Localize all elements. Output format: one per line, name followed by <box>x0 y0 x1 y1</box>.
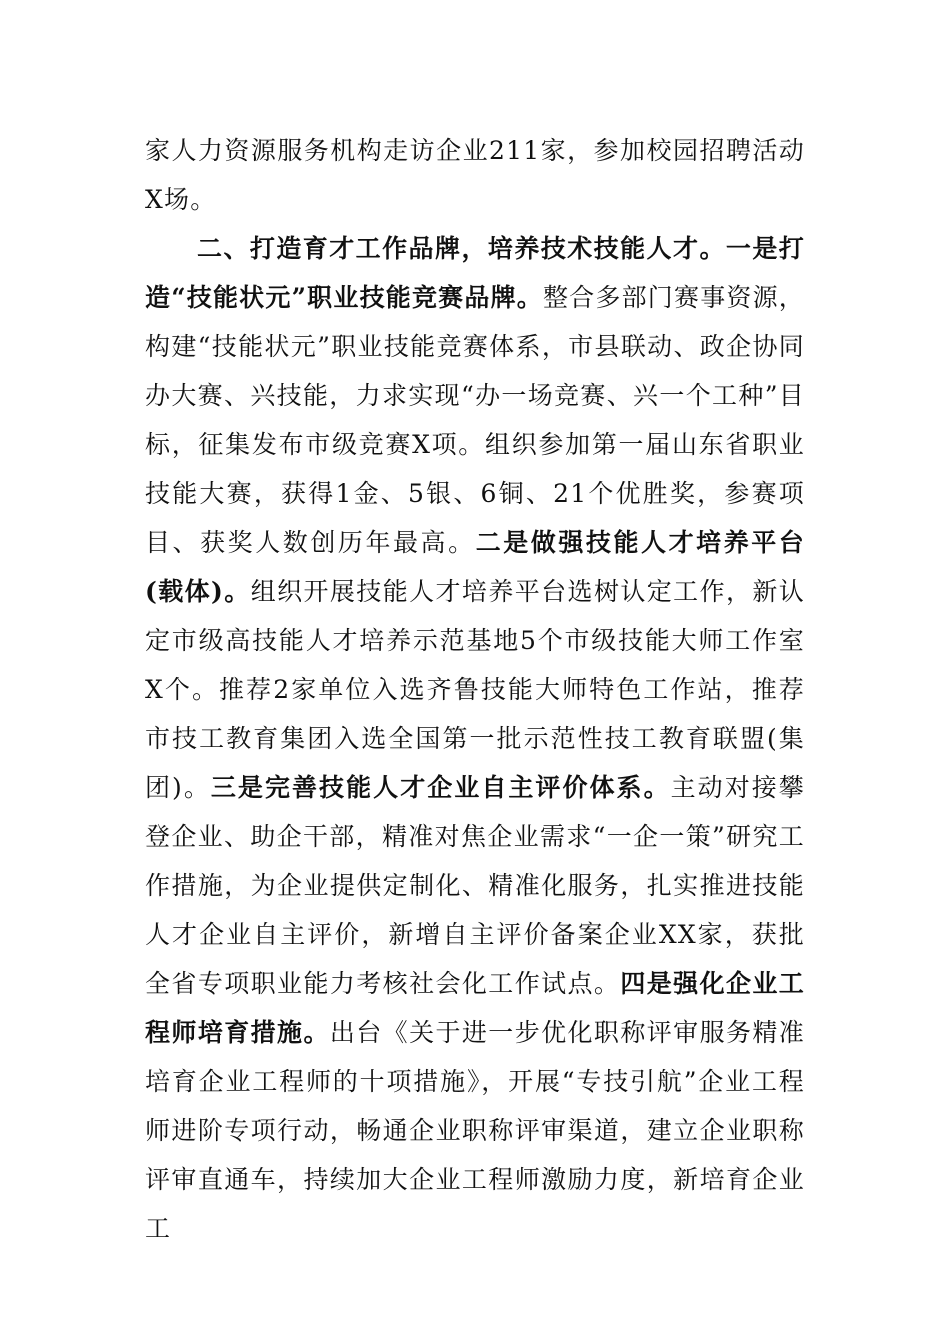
point-2-body: 组织开展技能人才培养平台选树认定工作，新认定市级高技能人才培养示范基地5个市级技能大师工作室X个。推荐2家单位入选齐鲁技能大师特色工作站，推荐市技工教育集团入选全国第一批示范性技工教育联盟(集团)。 <box>145 577 805 802</box>
paragraph-continuation <box>145 126 805 224</box>
point-4-title: 四是强化企业工程师培育措施。 <box>145 969 805 1047</box>
paragraph-skills-talent <box>145 224 805 1253</box>
paragraph-1-text: 家人力资源服务机构走访企业211家，参加校园招聘活动X场。 <box>145 136 805 214</box>
document-body <box>145 126 805 1253</box>
point-3-body: 主动对接攀登企业、助企干部，精准对焦企业需求“一企一策”研究工作措施，为企业提供定制化、精准化服务，扎实推进技能人才企业自主评价，新增自主评价备案企业XX家，获批全省专项职业能力考核社会化工作试点。 <box>145 773 805 998</box>
section-heading: 二、打造育才工作品牌，培养技术技能人才。 <box>197 234 726 263</box>
point-2-title: 二是做强技能人才培养平台(载体)。 <box>145 528 806 606</box>
point-1-title: 一是打造“技能状元”职业技能竞赛品牌。 <box>145 234 805 312</box>
point-3-title: 三是完善技能人才企业自主评价体系。 <box>210 773 671 802</box>
point-1-body: 整合多部门赛事资源，构建“技能状元”职业技能竞赛体系，市县联动、政企协同办大赛、兴技能，力求实现“办一场竞赛、兴一个工种”目标，征集发布市级竞赛X项。组织参加第一届山东省职业技能大赛，获得1金、5银、6铜、21个优胜奖，参赛项目、获奖人数创历年最高。 <box>145 283 805 557</box>
point-4-body: 出台《关于进一步优化职称评审服务精准培育企业工程师的十项措施》，开展“专技引航”企业工程师进阶专项行动，畅通企业职称评审渠道，建立企业职称评审直通车，持续加大企业工程师激励力度，新培育企业工 <box>145 1018 805 1243</box>
